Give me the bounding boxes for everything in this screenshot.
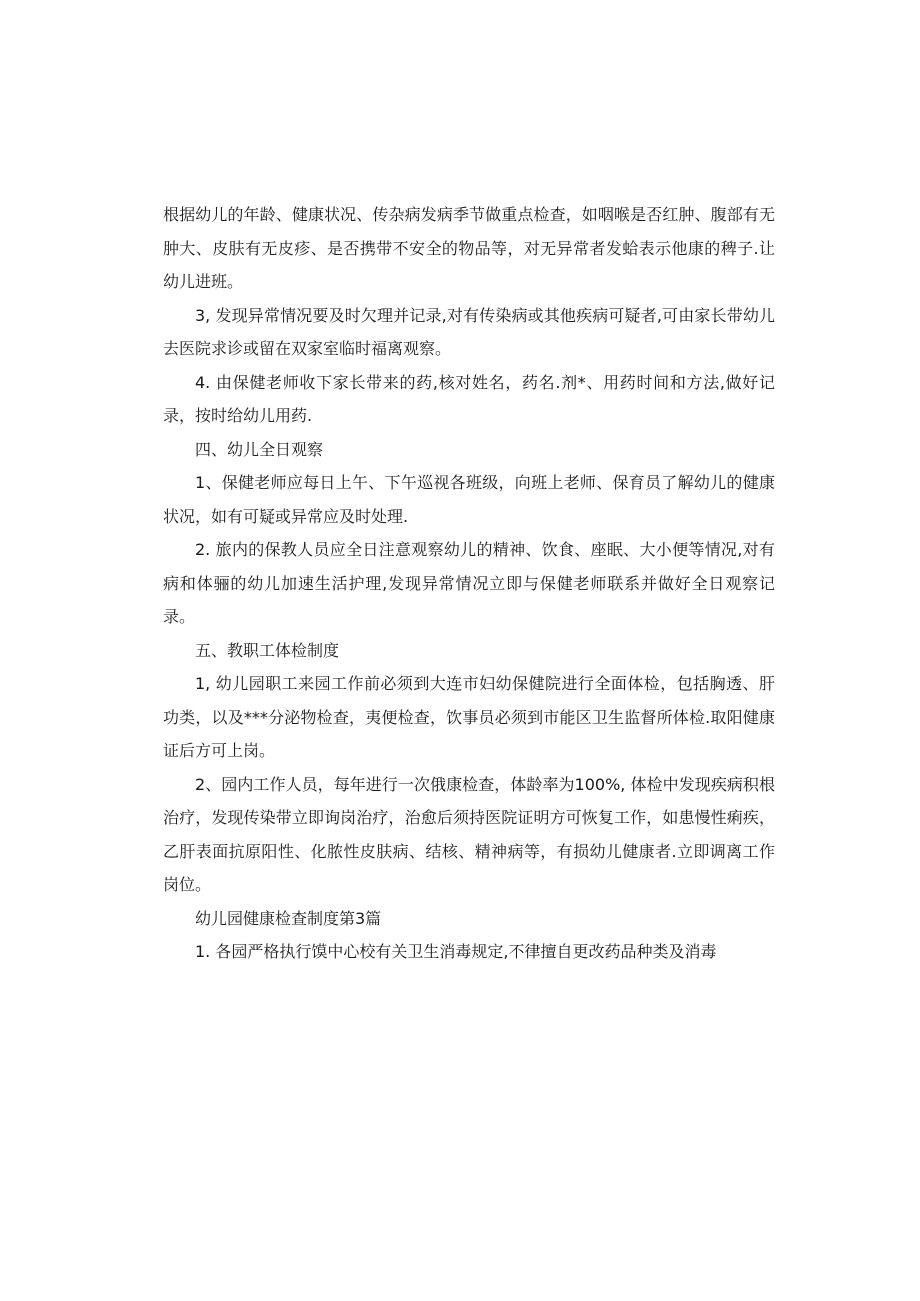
paragraph-disinfection-1: 1. 各园严格执行馍中心校有关卫生消毒规定,不律擅自更改药品种类及消毒 xyxy=(195,942,717,961)
paragraph-intro-checkup: 根据幼儿的年龄、健康状况、传杂病发病季节做重点检查，如咽喉是否红肿、腹部有无肿大、皮肤有无皮疹、是否携带不安全的物品等，对无异常者发蛤表示他康的稗子.让幼儿进班。 xyxy=(163,205,775,291)
paragraph-staff-checkup-2: 2、园内工作人员，每年进行一次俄康检查，体龄率为100%, 体检中发现疾病积根治疗，发现传染带立即询岗治疗，治愈后须持医院证明方可恢复工作，如患慢性痢疾，乙肝表面抗原阳性、化脓性皮肤病、结核、精神病等，有损幼儿健康者.立即调离工作岗位。 xyxy=(163,774,775,894)
section-heading-staff-checkup: 五、教职工体检制度 xyxy=(195,640,340,660)
paragraph-observation-1: 1、保健老师应每日上午、下午巡视各班级，向班上老师、保育员了解幼儿的健康状况，如有可疑或异常应及时处理. xyxy=(163,473,775,526)
article-title-part-3: 幼儿园健康检查制度第3篇 xyxy=(195,908,382,928)
section-heading-daily-observation: 四、幼儿全日观察 xyxy=(195,439,324,459)
document-body xyxy=(163,198,775,969)
paragraph-observation-2: 2. 旅内的保教人员应全日注意观察幼儿的精神、饮食、座眠、大小便等情况,对有病和体骊的幼儿加速生活护理,发现异常情况立即与保健老师联系并做好全日观察记录。 xyxy=(163,540,775,626)
paragraph-item-4-medicine: 4. 由保健老师收下家长带来的药,核对姓名，药名.剂*、用药时间和方法,做好记录，按时给幼儿用药. xyxy=(163,372,775,425)
paragraph-staff-checkup-1: 1, 幼儿园职工来园工作前必须到大连市妇幼保健院进行全面体检，包括胸透、肝功类，以及***分泌物检查，夷便检查，饮事员必须到市能区卫生监督所体检.取阳健康证后方可上岗。 xyxy=(163,674,775,760)
paragraph-item-3-abnormal: 3, 发现异常情况要及时欠理并记录,对有传染病或其他疾病可疑者,可由家长带幼儿去医院求诊或留在双家室临时福离观察。 xyxy=(163,305,775,358)
